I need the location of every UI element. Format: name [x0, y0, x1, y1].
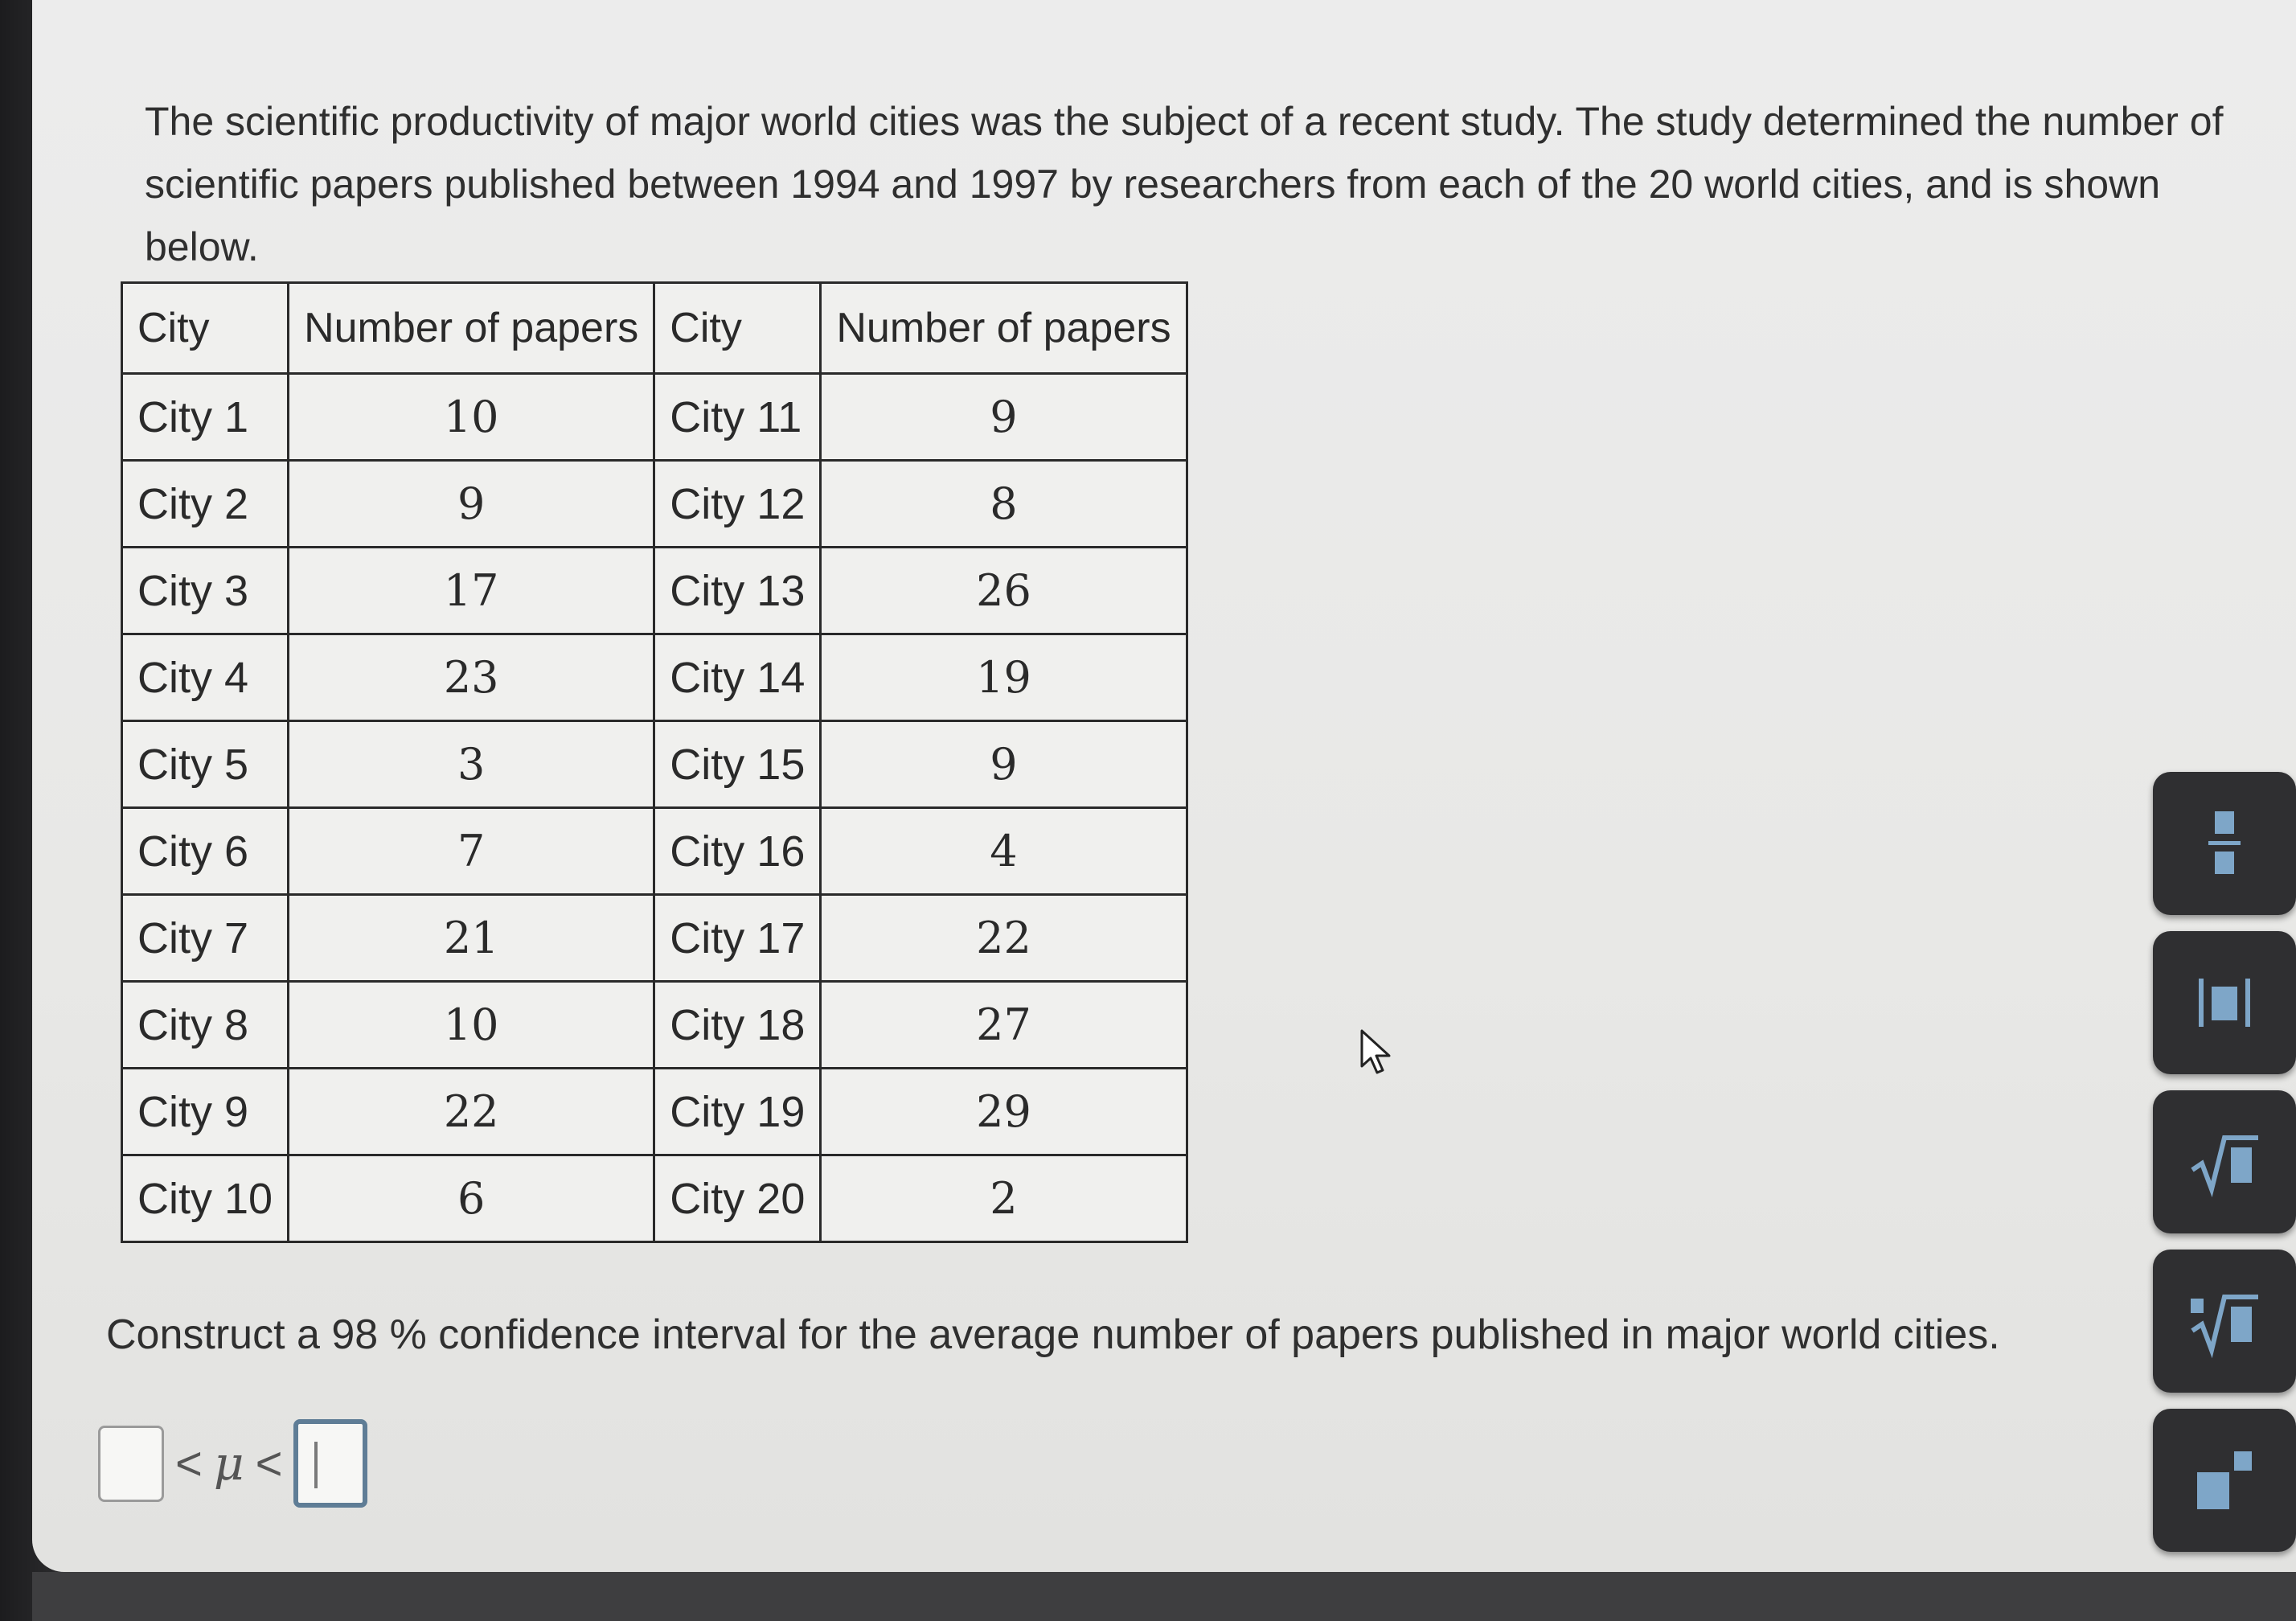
mouse-cursor-icon [1359, 1028, 1399, 1077]
papers-cell: 3 [289, 721, 654, 808]
papers-cell: 27 [821, 982, 1187, 1069]
papers-cell: 22 [289, 1069, 654, 1155]
superscript-button[interactable] [2153, 1409, 2296, 1552]
papers-cell: 9 [821, 374, 1187, 461]
papers-cell: 4 [821, 808, 1187, 895]
papers-cell: 23 [289, 634, 654, 721]
mu-symbol: μ [213, 1436, 244, 1491]
superscript-icon [2184, 1440, 2265, 1520]
less-than-symbol: < [255, 1437, 283, 1490]
papers-table [121, 281, 1188, 1243]
city-cell: City 11 [654, 374, 821, 461]
table-row [122, 1069, 1187, 1155]
confidence-interval-prompt: Construct a 98 % confidence interval for the average number of papers published in major world cities. [106, 1311, 2000, 1358]
city-cell: City 12 [654, 461, 821, 548]
header-papers-1: Number of papers [289, 283, 654, 374]
city-cell: City 17 [654, 895, 821, 982]
city-cell: City 3 [122, 548, 289, 634]
city-cell: City 16 [654, 808, 821, 895]
papers-cell: 9 [289, 461, 654, 548]
city-cell: City 7 [122, 895, 289, 982]
upper-bound-input[interactable] [293, 1419, 367, 1508]
table-row [122, 895, 1187, 982]
papers-cell: 6 [289, 1155, 654, 1242]
square-root-button[interactable] [2153, 1090, 2296, 1233]
city-cell: City 5 [122, 721, 289, 808]
papers-cell: 2 [821, 1155, 1187, 1242]
papers-cell: 26 [821, 548, 1187, 634]
papers-cell: 9 [821, 721, 1187, 808]
table-header-row [122, 283, 1187, 374]
question-text: The scientific productivity of major world cities was the subject of a recent study. The study determined the number of scientific papers published between 1994 and 1997 by researchers from each of the 20 world cities, and is shown below. [145, 99, 2224, 269]
table-row [122, 548, 1187, 634]
table-row [122, 808, 1187, 895]
city-cell: City 13 [654, 548, 821, 634]
fraction-icon [2184, 803, 2265, 884]
less-than-symbol: < [175, 1437, 203, 1490]
papers-cell: 8 [821, 461, 1187, 548]
city-cell: City 15 [654, 721, 821, 808]
papers-cell: 19 [821, 634, 1187, 721]
city-cell: City 8 [122, 982, 289, 1069]
nth-root-button[interactable] [2153, 1250, 2296, 1393]
square-root-icon [2184, 1122, 2265, 1202]
table-row [122, 1155, 1187, 1242]
papers-cell: 29 [821, 1069, 1187, 1155]
city-cell: City 4 [122, 634, 289, 721]
answer-row [98, 1419, 367, 1508]
papers-cell: 10 [289, 982, 654, 1069]
header-city-2: City [654, 283, 821, 374]
city-cell: City 9 [122, 1069, 289, 1155]
fraction-button[interactable] [2153, 772, 2296, 915]
bottom-bar [32, 1572, 2296, 1621]
city-cell: City 1 [122, 374, 289, 461]
papers-cell: 10 [289, 374, 654, 461]
math-toolbar [2148, 772, 2296, 1621]
city-cell: City 2 [122, 461, 289, 548]
city-cell: City 14 [654, 634, 821, 721]
city-cell: City 19 [654, 1069, 821, 1155]
papers-cell: 17 [289, 548, 654, 634]
table-row [122, 634, 1187, 721]
city-cell: City 6 [122, 808, 289, 895]
table-row [122, 982, 1187, 1069]
lower-bound-input[interactable] [98, 1426, 164, 1502]
header-papers-2: Number of papers [821, 283, 1187, 374]
mixed-number-button[interactable] [2153, 931, 2296, 1074]
mixed-number-icon [2184, 962, 2265, 1043]
papers-cell: 22 [821, 895, 1187, 982]
nth-root-icon [2184, 1281, 2265, 1361]
city-cell: City 18 [654, 982, 821, 1069]
table-row [122, 374, 1187, 461]
papers-cell: 7 [289, 808, 654, 895]
header-city-1: City [122, 283, 289, 374]
table-row [122, 721, 1187, 808]
city-cell: City 10 [122, 1155, 289, 1242]
city-cell: City 20 [654, 1155, 821, 1242]
table-row [122, 461, 1187, 548]
papers-cell: 21 [289, 895, 654, 982]
